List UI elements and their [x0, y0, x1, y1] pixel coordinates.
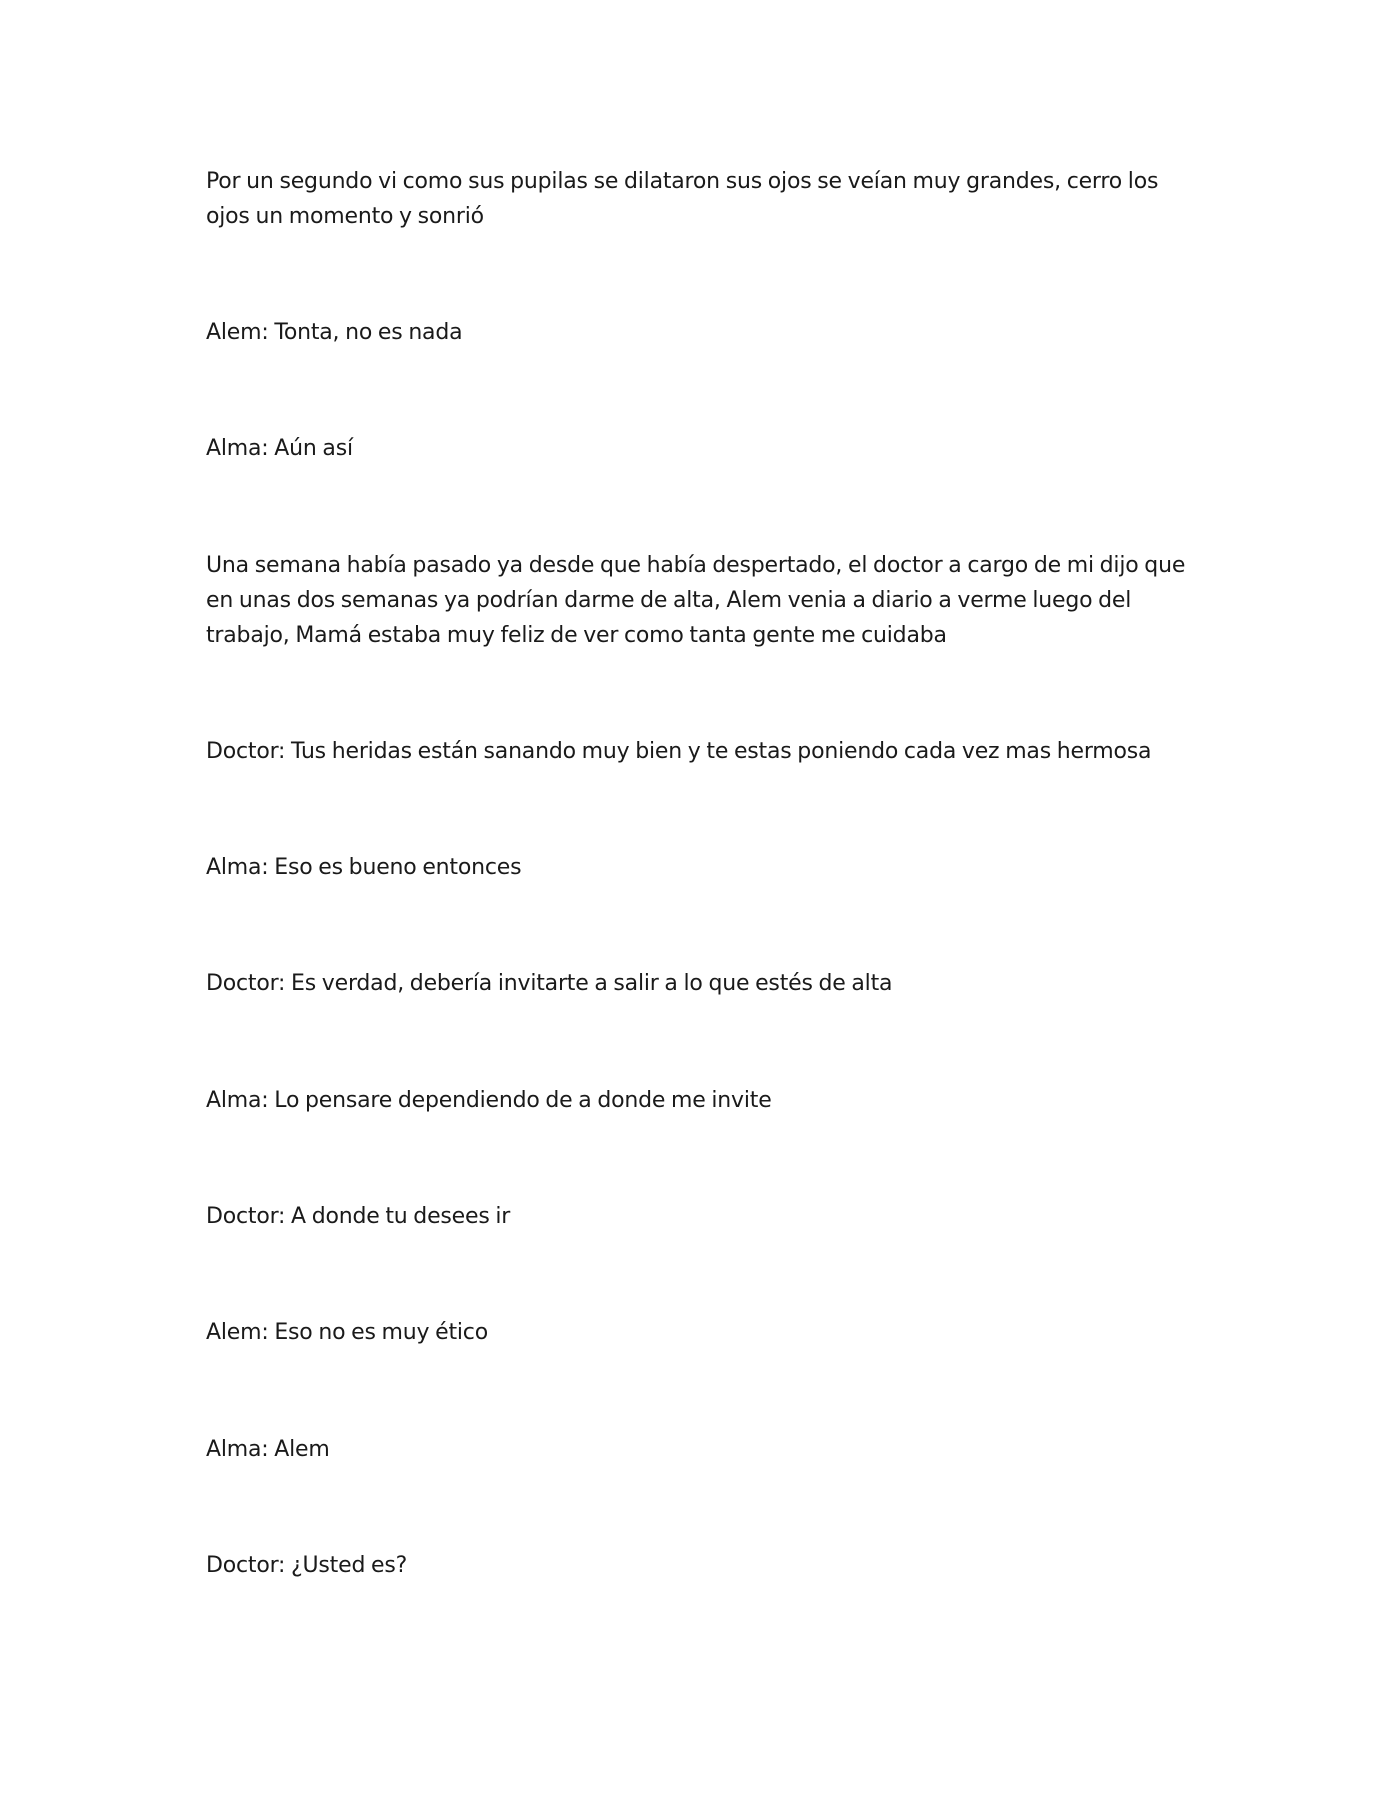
narrative-paragraph: Por un segundo vi como sus pupilas se dilataron sus ojos se veían muy grandes, cerro los ojos un momento y sonrió — [206, 169, 1159, 229]
dialogue-line: Alma: Eso es bueno entonces — [206, 855, 522, 880]
dialogue-line: Alem: Eso no es muy ético — [206, 1320, 488, 1345]
dialogue-line: Alma: Lo pensare dependiendo de a donde me invite — [206, 1088, 772, 1113]
dialogue-line: Doctor: A donde tu desees ir — [206, 1204, 511, 1229]
dialogue-line: Doctor: Es verdad, debería invitarte a salir a lo que estés de alta — [206, 971, 893, 996]
dialogue-line: Doctor: ¿Usted es? — [206, 1553, 408, 1578]
dialogue-line: Alem: Tonta, no es nada — [206, 320, 463, 345]
narrative-paragraph: Una semana había pasado ya desde que había despertado, el doctor a cargo de mi dijo que en unas dos semanas ya podrían darme de alta, Alem venia a diario a verme luego del trabajo, Mamá estaba muy feliz de ver como tanta gente me cuidaba — [206, 553, 1186, 648]
dialogue-line: Alma: Aún así — [206, 436, 353, 461]
dialogue-line: Alma: Alem — [206, 1437, 330, 1462]
dialogue-line: Doctor: Tus heridas están sanando muy bien y te estas poniendo cada vez mas hermosa — [206, 739, 1152, 764]
